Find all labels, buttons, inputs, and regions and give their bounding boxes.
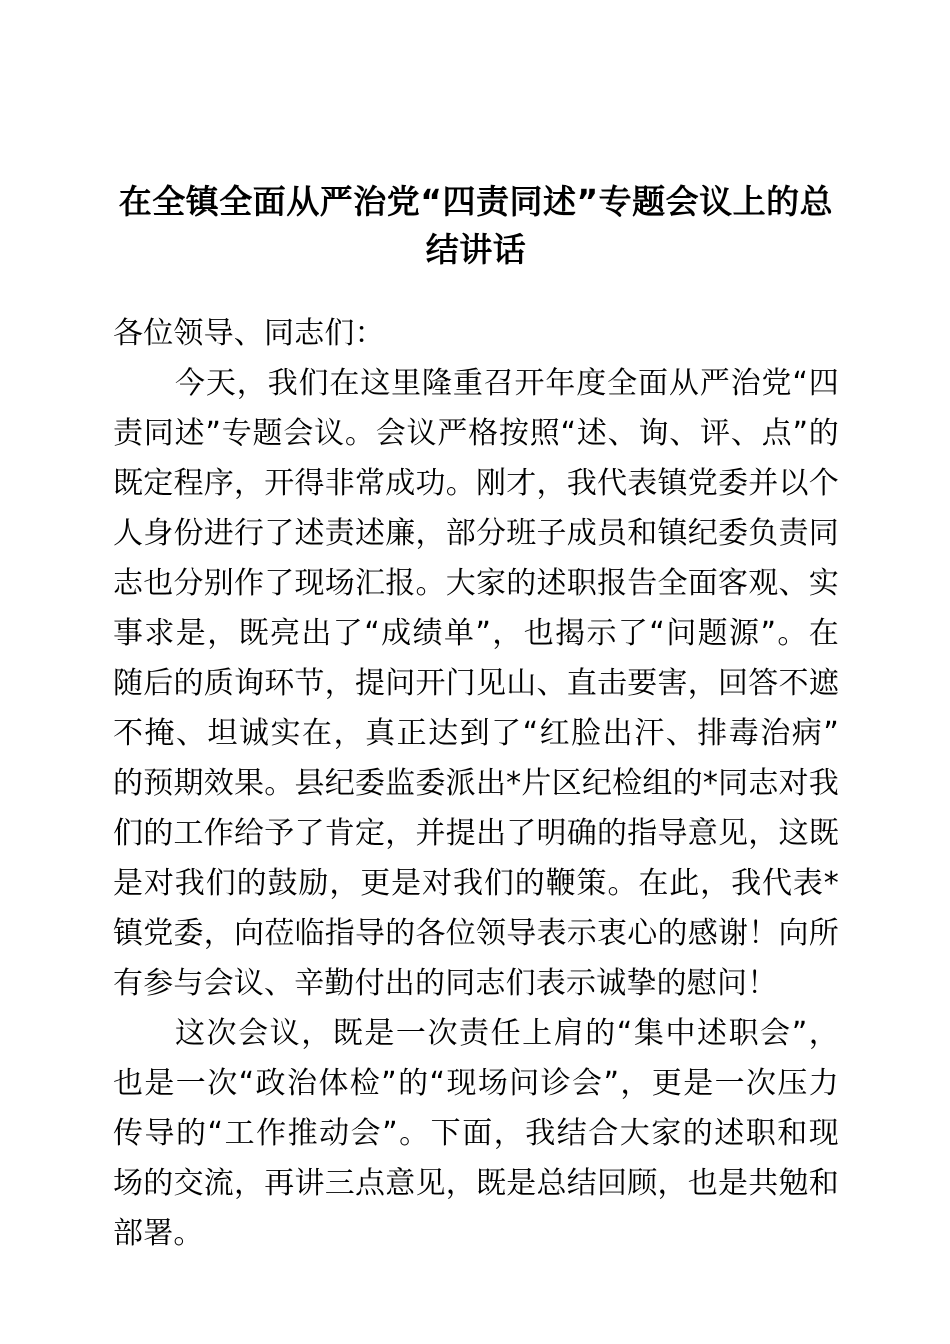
body-paragraph-2: 这次会议，既是一次责任上肩的“集中述职会”，也是一次“政治体检”的“现场问诊会”，更是一次压力传导的“工作推动会”。下面，我结合大家的述职和现场的交流，再讲三点意见，既是总结回顾，也是共勉和部署。 xyxy=(113,1016,839,1251)
salutation-line: 各位领导、同志们： xyxy=(113,316,385,351)
body-paragraph-1: 今天，我们在这里隆重召开年度全面从严治党“四责同述”专题会议。会议严格按照“述、询、评、点”的既定程序，开得非常成功。刚才，我代表镇党委并以个人身份进行了述责述廉，部分班子成员和镇纪委负责同志也分别作了现场汇报。大家的述职报告全面客观、实事求是，既亮出了“成绩单”，也揭示了“问题源”。在随后的质询环节，提问开门见山、直击要害，回答不遮不掩、坦诚实在，真正达到了“红脸出汗、排毒治病”的预期效果。县纪委监委派出*片区纪检组的*同志对我们的工作给予了肯定，并提出了明确的指导意见，这既是对我们的鼓励，更是对我们的鞭策。在此，我代表*镇党委，向莅临指导的各位领导表示衷心的感谢！向所有参与会议、辛勤付出的同志们表示诚挚的慰问！ xyxy=(113,366,839,1001)
document-title: 在全镇全面从严治党“四责同述”专题会议上的总结讲话 xyxy=(118,182,834,269)
document-body xyxy=(113,0,839,1259)
